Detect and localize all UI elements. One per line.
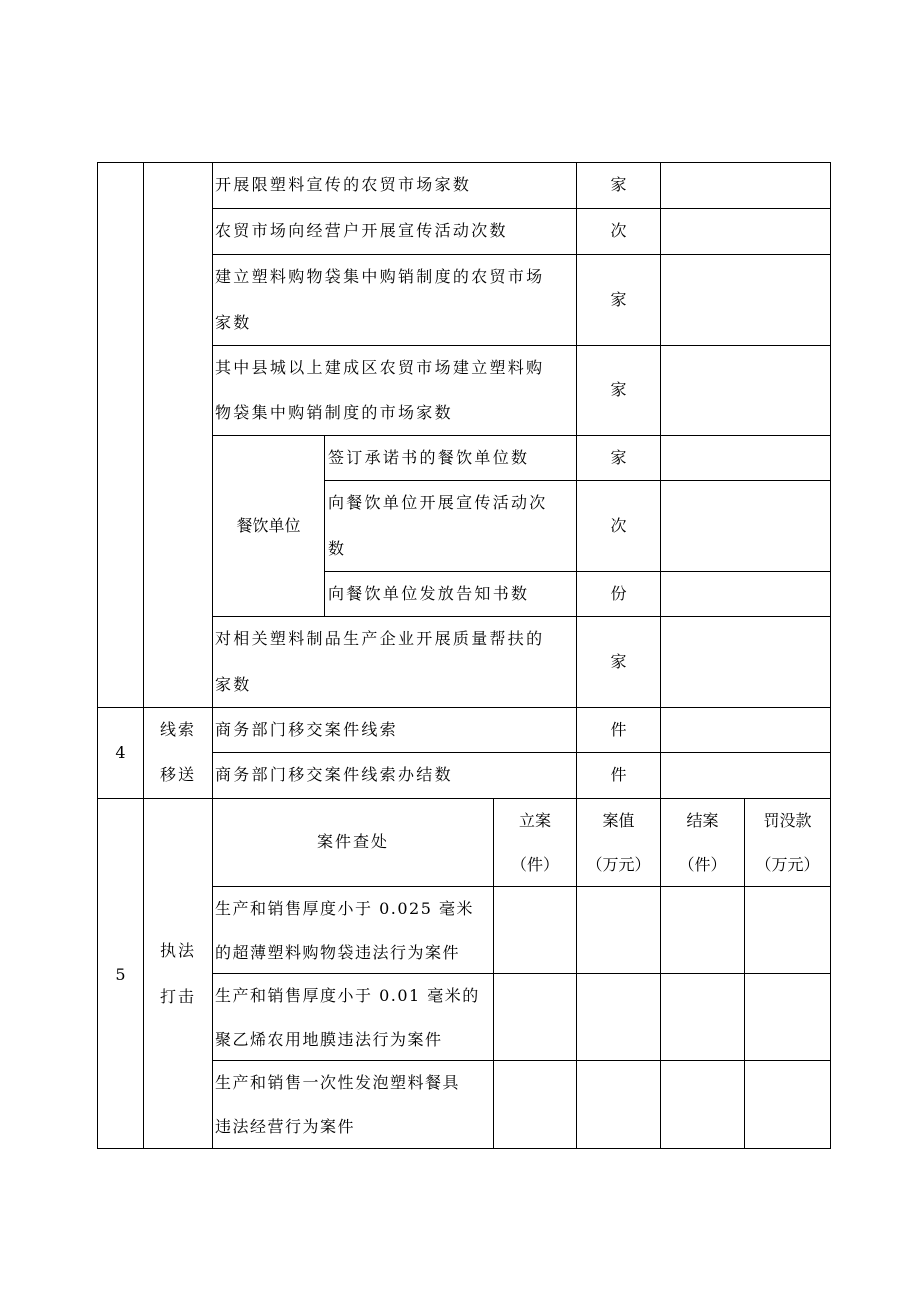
case-handling-header: 案件查处	[316, 832, 389, 851]
section5-category-line1: 执法	[159, 941, 196, 960]
col-filed-header-bottom: （件）	[510, 855, 559, 874]
row4-label-line1: 其中县城以上建成区农贸市场建立塑料购	[215, 358, 545, 377]
row3-label-line2: 家数	[215, 313, 252, 332]
catering-b-label-line1: 向餐饮单位开展宣传活动次	[328, 493, 548, 512]
row2-unit: 次	[610, 221, 627, 240]
catering-a-unit: 家	[610, 448, 627, 467]
col-closed-header-top: 结案	[686, 811, 719, 830]
catering-b-unit: 次	[610, 516, 627, 535]
row8-label-line2: 家数	[215, 675, 252, 694]
row1-label: 开展限塑料宣传的农贸市场家数	[215, 175, 472, 194]
statistics-table	[97, 162, 831, 1149]
row8-label-line1: 对相关塑料制品生产企业开展质量帮扶的	[215, 629, 545, 648]
col-fines-header-bottom: （万元）	[755, 855, 820, 874]
catering-group-label: 餐饮单位	[236, 516, 301, 535]
rule-cat-item	[212, 162, 213, 1149]
row3-unit: 家	[610, 290, 627, 309]
case3-label-line2: 违法经营行为案件	[215, 1117, 356, 1136]
rule-unit-value	[660, 162, 661, 799]
col-fines-header-top: 罚没款	[763, 811, 812, 830]
catering-a-label: 签订承诺书的餐饮单位数	[328, 448, 530, 467]
col-filed-header-top: 立案	[518, 811, 551, 830]
section4-a-unit: 件	[610, 720, 627, 739]
section4-category-line2: 移送	[159, 765, 196, 784]
section4-a-label: 商务部门移交案件线索	[215, 720, 399, 739]
case2-label-line2: 聚乙烯农用地膜违法行为案件	[215, 1030, 443, 1049]
row3-label-line1: 建立塑料购物袋集中购销制度的农贸市场	[215, 267, 545, 286]
rule-bottom	[97, 1148, 831, 1149]
row4-label-line2: 物袋集中购销制度的市场家数	[215, 403, 453, 422]
rule-catering-group	[324, 435, 325, 617]
catering-c-label: 向餐饮单位发放告知书数	[328, 584, 530, 603]
section4-b-unit: 件	[610, 765, 627, 784]
col-closed-header-bottom: （件）	[678, 855, 727, 874]
col-case-value-header-bottom: （万元）	[586, 855, 651, 874]
row1-unit: 家	[610, 175, 627, 194]
section4-b-label: 商务部门移交案件线索办结数	[215, 765, 453, 784]
col-case-value-header-top: 案值	[602, 811, 635, 830]
rule-left	[97, 162, 98, 1149]
row2-label: 农贸市场向经营户开展宣传活动次数	[215, 221, 508, 240]
case2-label-line1: 生产和销售厚度小于 0.01 毫米的	[215, 986, 480, 1005]
case1-label-line1: 生产和销售厚度小于 0.025 毫米	[215, 899, 474, 918]
catering-c-unit: 份	[610, 584, 627, 603]
section5-category-line2: 打击	[159, 987, 196, 1006]
case1-label-line2: 的超薄塑料购物袋违法行为案件	[215, 943, 461, 962]
row4-unit: 家	[610, 380, 627, 399]
section5-number: 5	[115, 965, 126, 984]
section4-number: 4	[115, 743, 126, 762]
section4-category-line1: 线索	[159, 720, 196, 739]
rule-right	[830, 162, 831, 1149]
catering-b-label-line2: 数	[328, 539, 347, 558]
case3-label-line1: 生产和销售一次性发泡塑料餐具	[215, 1073, 461, 1092]
row8-unit: 家	[610, 652, 627, 671]
